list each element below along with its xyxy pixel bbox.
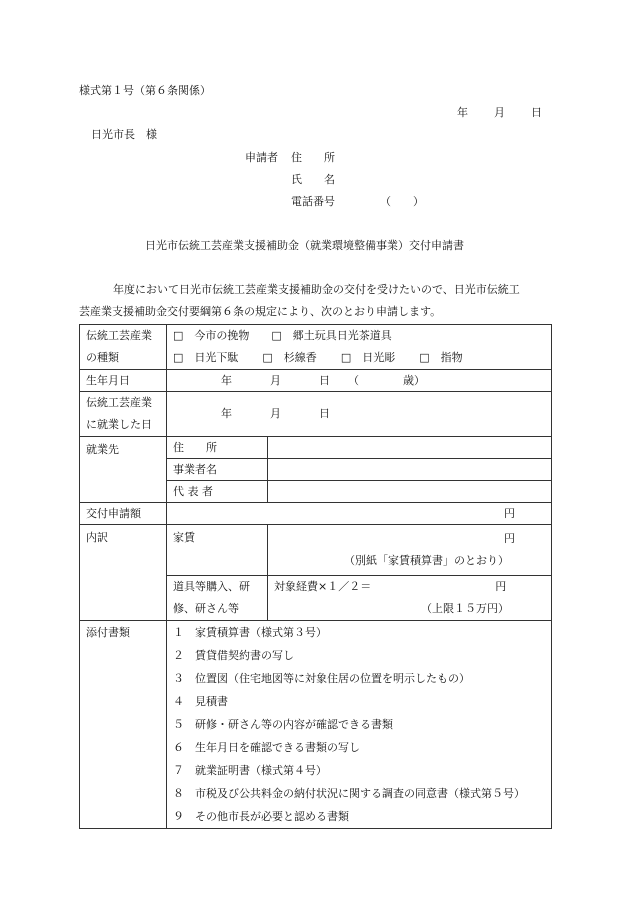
- birthdate-row: [80, 370, 552, 392]
- employer-name-label: 事業者名: [167, 459, 268, 481]
- employment-date-label: [80, 392, 167, 437]
- employer-representative-label: 代 表 者: [167, 481, 268, 503]
- birthdate-age: （ 歳）: [348, 373, 425, 387]
- attachment-item: ７ 就業証明書（様式第４号）: [173, 764, 327, 777]
- attachment-item: ２ 賃貸借契約書の写し: [173, 649, 294, 662]
- tools-label-line1: 道具等購入、研: [173, 580, 250, 593]
- birthdate-day: 日: [319, 373, 330, 387]
- application-table: [79, 324, 552, 829]
- employer-address-label: 住 所: [167, 437, 268, 459]
- applicant-address-label: 住 所: [291, 151, 335, 164]
- employer-address-field[interactable]: [268, 437, 552, 459]
- employer-label: 就業先: [80, 437, 167, 503]
- applicant-phone-label: 電話番号: [291, 195, 335, 208]
- industry-checkbox-kyodo[interactable]: □ 郷土玩具日光茶道具: [271, 329, 392, 342]
- date-day: 日: [531, 106, 542, 119]
- employment-date-value[interactable]: [167, 392, 552, 437]
- attachments-row: [80, 621, 552, 829]
- industry-options: [167, 325, 552, 370]
- employer-representative-field[interactable]: [268, 481, 552, 503]
- tools-formula: 対象経費×１／２＝: [274, 580, 372, 593]
- attachment-item: １ 家賃積算書（様式第３号）: [173, 626, 327, 639]
- employment-month: 月: [270, 407, 281, 420]
- industry-checkbox-senko[interactable]: □ 杉線香: [262, 351, 317, 364]
- amount-label: 交付申請額: [80, 503, 167, 525]
- attachment-item: ４ 見積書: [173, 695, 228, 708]
- employment-day: 日: [319, 407, 330, 420]
- attachment-item: ６ 生年月日を確認できる書類の写し: [173, 741, 360, 754]
- body-text-line2: 芸産業支援補助金交付要綱第６条の規定により、次のとおり申請します。: [79, 305, 442, 318]
- attachments-list: [167, 621, 552, 829]
- amount-unit: 円: [504, 506, 515, 520]
- attachment-item: ５ 研修・研さん等の内容が確認できる書類: [173, 718, 393, 731]
- breakdown-rent-row: [80, 525, 552, 576]
- date-line: [457, 106, 542, 120]
- rent-field[interactable]: [268, 525, 552, 576]
- date-month: 月: [494, 106, 505, 119]
- industry-label: [80, 325, 167, 370]
- employment-year: 年: [221, 407, 232, 420]
- industry-checkbox-geta[interactable]: □ 日光下駄: [173, 351, 239, 364]
- applicant-label: 申請者: [245, 151, 278, 164]
- applicant-name-label: 氏 名: [291, 173, 335, 186]
- amount-field[interactable]: [167, 503, 552, 525]
- industry-checkbox-imaichi[interactable]: □ 今市の挽物: [173, 329, 250, 342]
- attachment-item: ８ 市税及び公共料金の納付状況に関する調査の同意書（様式第５号）: [173, 787, 525, 800]
- industry-label-line1: 伝統工芸産業: [86, 329, 152, 342]
- form-number: 様式第１号（第６条関係）: [79, 84, 211, 97]
- date-year: 年: [457, 106, 468, 119]
- industry-checkbox-sashimono[interactable]: □ 指物: [419, 351, 463, 364]
- employer-row-address: [80, 437, 552, 459]
- industry-options-row1: [173, 329, 545, 343]
- rent-unit: 円: [504, 532, 515, 545]
- tools-unit: 円: [495, 580, 507, 593]
- addressee: 日光市長 様: [91, 128, 157, 141]
- industry-checkbox-nikkobori[interactable]: □ 日光彫: [340, 351, 396, 364]
- employment-date-label-line2: に就業した日: [86, 418, 152, 431]
- tools-label: [167, 576, 268, 621]
- industry-options-row2: [173, 351, 545, 365]
- applicant-phone-paren: （ ）: [380, 195, 424, 208]
- employment-date-label-line1: 伝統工芸産業: [86, 396, 152, 409]
- tools-label-line2: 修、研さん等: [173, 602, 239, 615]
- industry-row: [80, 325, 552, 370]
- breakdown-label: 内訳: [80, 525, 167, 621]
- employer-name-field[interactable]: [268, 459, 552, 481]
- document-title: 日光市伝統工芸産業支援補助金（就業環境整備事業）交付申請書: [145, 239, 464, 252]
- birthdate-year: 年: [221, 373, 232, 387]
- birthdate-label: 生年月日: [80, 370, 167, 392]
- attachment-item: ９ その他市長が必要と認める書類: [173, 810, 349, 823]
- tools-note: （上限１５万円）: [421, 602, 509, 615]
- rent-label: 家賃: [167, 525, 268, 576]
- industry-label-line2: の種類: [86, 351, 119, 364]
- tools-field[interactable]: [268, 576, 552, 621]
- birthdate-month: 月: [270, 373, 281, 387]
- body-text-line1: 年度において日光市伝統工芸産業支援補助金の交付を受けたいので、日光市伝統工: [113, 283, 520, 296]
- tools-formula-line: [274, 580, 545, 594]
- amount-row: [80, 503, 552, 525]
- employment-date-row: [80, 392, 552, 437]
- attachment-item: ３ 位置図（住宅地図等に対象住居の位置を明示したもの）: [173, 672, 470, 685]
- birthdate-value[interactable]: [167, 370, 552, 392]
- rent-note: （別紙「家賃積算書」のとおり）: [344, 554, 509, 567]
- attachments-label: 添付書類: [80, 621, 167, 829]
